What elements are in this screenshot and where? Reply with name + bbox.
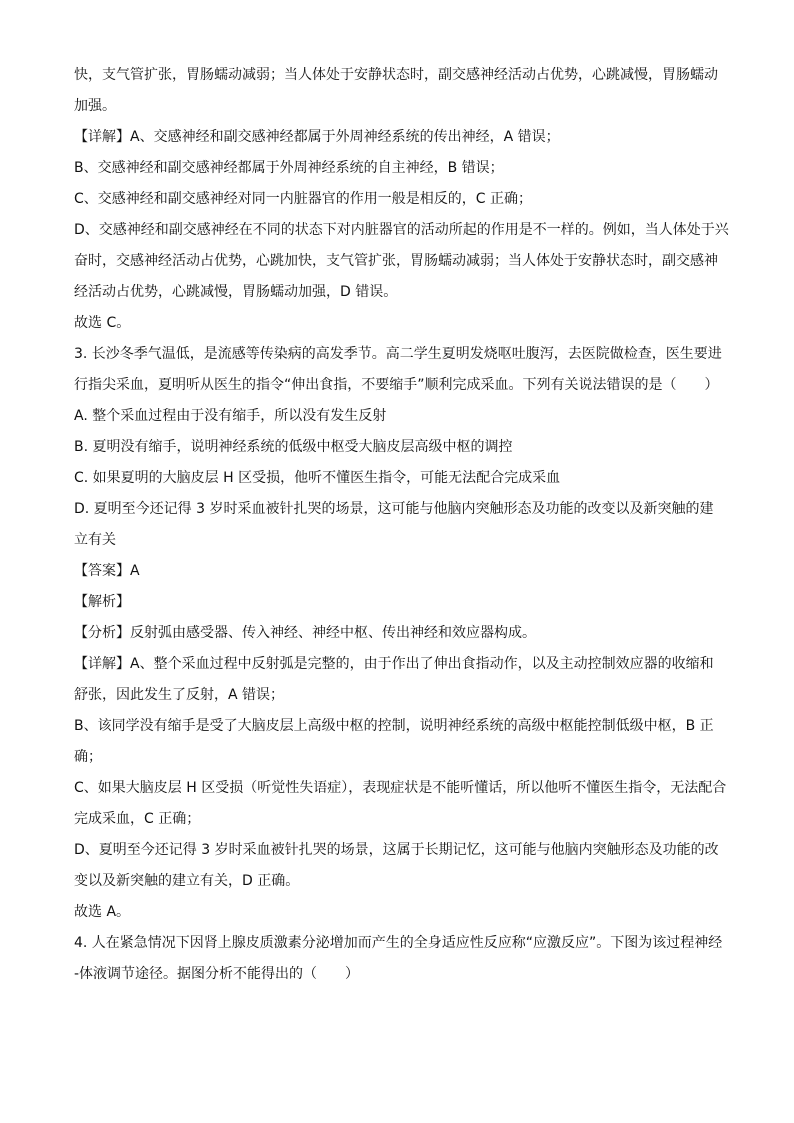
text-line-1: 快，支气管扩张，胃肠蠕动减弱；当人体处于安静状态时，副交感神经活动占优势，心跳减慢，胃肠蠕动 <box>74 67 718 83</box>
text-line-2: 加强。 <box>74 98 116 114</box>
question-3-option-d-line-1: D. 夏明至今还记得 3 岁时采血被针扎哭的场景，这可能与他脑内突触形态及功能的改变以及新突触的建 <box>74 501 714 517</box>
document-page <box>74 60 729 990</box>
detail-line-5: C、如果大脑皮层 H 区受损（听觉性失语症），表现症状是不能听懂话，所以他听不懂医生指令，无法配合 <box>74 780 727 796</box>
question-4-stem-line-2: -体液调节途径。据图分析不能得出的（ ） <box>74 966 360 982</box>
detail-line-3: B、该同学没有缩手是受了大脑皮层上高级中枢的控制，说明神经系统的高级中枢能控制低级中枢，B 正 <box>74 718 714 734</box>
analysis-label: 【解析】 <box>74 594 130 610</box>
detail-line-6: 完成采血，C 正确； <box>74 811 201 827</box>
answer-label: 【答案】A <box>74 563 140 579</box>
question-3-stem-line-2: 行指尖采血，夏明听从医生的指令“伸出食指，不要缩手”顺利完成采血。下列有关说法错误的是（ ） <box>74 377 719 393</box>
detail-line-4: 确； <box>74 749 102 765</box>
text-line-7: 奋时，交感神经活动占优势，心跳加快，支气管扩张，胃肠蠕动减弱；当人体处于安静状态时，副交感神 <box>74 253 718 269</box>
text-line-9: 故选 C。 <box>74 315 131 331</box>
question-3-stem-line-1: 3. 长沙冬季气温低，是流感等传染病的高发季节。高二学生夏明发烧呕吐腹泻，去医院做检查，医生要进 <box>74 346 722 362</box>
text-line-4: B、交感神经和副交感神经都属于外周神经系统的自主神经，B 错误； <box>74 160 504 176</box>
detail-line-2: 舒张，因此发生了反射，A 错误； <box>74 687 285 703</box>
detail-line-1: 【详解】A、整个采血过程中反射弧是完整的，由于作出了伸出食指动作，以及主动控制效应器的收缩和 <box>74 656 714 672</box>
conclusion-line: 故选 A。 <box>74 904 131 920</box>
text-line-6: D、交感神经和副交感神经在不同的状态下对内脏器官的活动所起的作用是不一样的。例如，当人体处于兴 <box>74 222 729 238</box>
question-3-option-d-line-2: 立有关 <box>74 532 116 548</box>
detail-line-8: 变以及新突触的建立有关，D 正确。 <box>74 873 300 889</box>
question-3-option-c: C. 如果夏明的大脑皮层 H 区受损，他听不懂医生指令，可能无法配合完成采血 <box>74 470 561 486</box>
text-line-8: 经活动占优势，心跳减慢，胃肠蠕动加强，D 错误。 <box>74 284 398 300</box>
detail-line-7: D、夏明至今还记得 3 岁时采血被针扎哭的场景，这属于长期记忆，这可能与他脑内突触形态及功能的改 <box>74 842 719 858</box>
question-3-option-b: B. 夏明没有缩手，说明神经系统的低级中枢受大脑皮层高级中枢的调控 <box>74 439 513 455</box>
analysis-text: 【分析】反射弧由感受器、传入神经、神经中枢、传出神经和效应器构成。 <box>74 625 536 641</box>
question-3-option-a: A. 整个采血过程由于没有缩手，所以没有发生反射 <box>74 408 387 424</box>
text-line-3: 【详解】A、交感神经和副交感神经都属于外周神经系统的传出神经，A 错误； <box>74 129 560 145</box>
question-4-stem-line-1: 4. 人在紧急情况下因肾上腺皮质激素分泌增加而产生的全身适应性反应称“应激反应”。下图为该过程神经 <box>74 935 723 951</box>
text-line-5: C、交感神经和副交感神经对同一内脏器官的作用一般是相反的，C 正确； <box>74 191 532 207</box>
